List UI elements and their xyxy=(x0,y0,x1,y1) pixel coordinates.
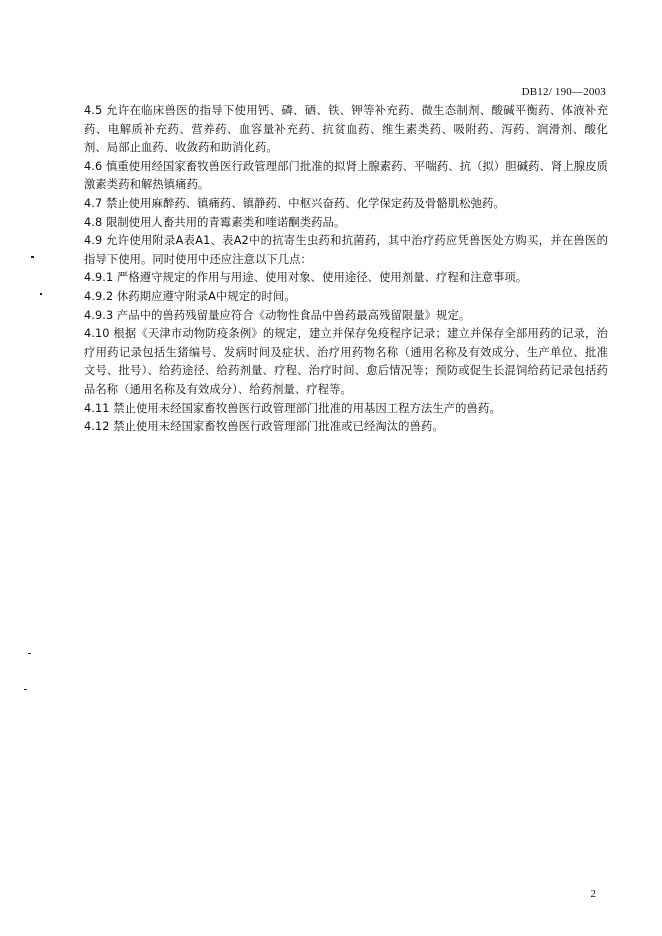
clause-4-11: 4.11 禁止使用未经国家畜牧兽医行政管理部门批准的用基因工程方法生产的兽药。 xyxy=(84,401,501,415)
clause-4-9-3: 4.9.3 产品中的兽药残留量应符合《动物性食品中兽药最高残留限量》规定。 xyxy=(84,308,471,322)
scan-speck xyxy=(31,256,34,258)
clause-4-10: 4.10 根据《天津市动物防疫条例》的规定，建立并保存免疫程序记录；建立并保存全部用药的记录，治疗用药记录包括生猪编号、发病时间及症状、治疗用药物名称（通用名称及有效成分、生产单位、批准文号、批号）、给药途径、给药剂量、疗程、治疗时间、愈后情况等；预防或促生长混饲给药记录包括药品名称（通用名称及有效成分）、给药剂量、疗程等。 xyxy=(84,327,608,396)
document-code: DB12/ 190—2003 xyxy=(521,86,606,98)
clause-4-8: 4.8 限制使用人畜共用的青霉素类和喹诺酮类药品。 xyxy=(84,215,346,229)
clause-4-12: 4.12 禁止使用未经国家畜牧兽医行政管理部门批准或已经淘汰的兽药。 xyxy=(84,420,444,434)
page-number: 2 xyxy=(590,888,596,900)
scan-speck xyxy=(28,653,31,654)
scan-speck xyxy=(40,293,42,295)
clause-4-6: 4.6 慎重使用经国家畜牧兽医行政管理部门批准的拟肾上腺素药、平喘药、抗（拟）胆碱药、肾上腺皮质激素类药和解热镇痛药。 xyxy=(84,159,608,192)
clause-4-9: 4.9 允许使用附录A表A1、表A2中的抗寄生虫药和抗菌药，其中治疗药应凭兽医处方购买，并在兽医的指导下使用。同时使用中还应注意以下几点： xyxy=(84,234,608,266)
document-body xyxy=(84,102,608,437)
clause-4-9-2: 4.9.2 休药期应遵守附录A中规定的时间。 xyxy=(84,289,296,303)
clause-4-7: 4.7 禁止使用麻醉药、镇痛药、镇静药、中枢兴奋药、化学保定药及骨骼肌松弛药。 xyxy=(84,196,505,210)
scan-speck xyxy=(24,689,27,690)
clause-4-9-1: 4.9.1 严格遵守规定的作用与用途、使用对象、使用途径、使用剂量、疗程和注意事项。 xyxy=(84,271,528,285)
clause-4-5: 4.5 允许在临床兽医的指导下使用钙、磷、硒、铁、钾等补充药、微生态制剂、酸碱平衡药、体液补充药、电解质补充药、营养药、血容量补充药、抗贫血药、维生素类药、吸附药、泻药、润滑剂、酸化剂、局部止血药、收敛药和助消化药。 xyxy=(84,104,608,155)
